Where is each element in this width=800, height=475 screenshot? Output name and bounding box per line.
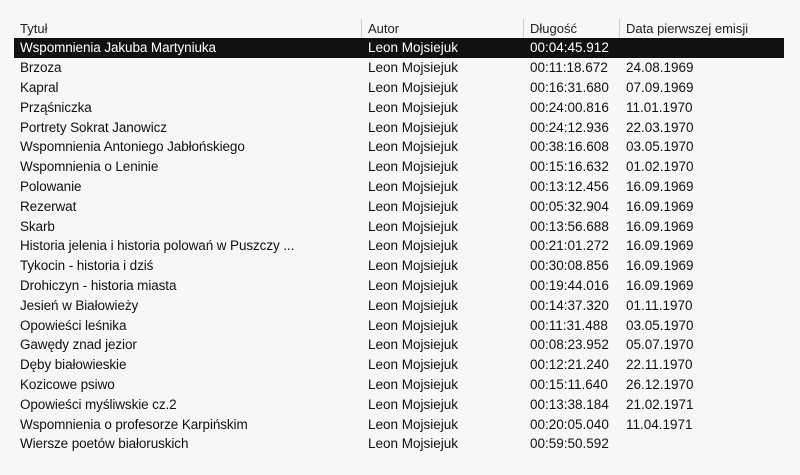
recording-duration: 00:15:16.632 [530,159,609,175]
table-row[interactable] [14,276,784,296]
table-row[interactable] [14,216,784,236]
first-broadcast-date: 11.01.1970 [626,99,693,115]
recording-duration: 00:30:08.856 [530,258,609,274]
first-broadcast-date: 03.05.1970 [626,139,694,155]
recording-title: Prząśniczka [20,99,92,115]
first-broadcast-date: 16.09.1969 [626,218,694,234]
recording-author: Leon Mojsiejuk [368,396,459,412]
table-row[interactable] [14,375,784,395]
recording-duration: 00:59:50.592 [530,436,609,452]
recording-author: Leon Mojsiejuk [368,436,459,452]
table-row[interactable] [14,355,784,375]
recording-title: Wspomnienia o Leninie [20,159,159,175]
table-row[interactable] [14,394,784,414]
first-broadcast-date: 16.09.1969 [626,198,694,214]
recording-duration: 00:21:01.272 [530,238,609,254]
recording-duration: 00:12:21.240 [530,357,609,373]
recording-title: Wspomnienia Antoniego Jabłońskiego [20,139,245,155]
recording-duration: 00:05:32.904 [530,198,609,214]
recording-author: Leon Mojsiejuk [368,79,459,95]
column-header-author[interactable]: Autor [362,19,524,38]
recording-duration: 00:20:05.040 [530,416,609,432]
recording-title: Jesień w Białowieży [20,297,139,313]
recording-author: Leon Mojsiejuk [368,376,459,392]
recording-duration: 00:13:38.184 [530,396,609,412]
recording-author: Leon Mojsiejuk [368,119,459,135]
table-row[interactable] [14,434,784,454]
table-row[interactable] [14,58,784,78]
table-row[interactable] [14,137,784,157]
recording-author: Leon Mojsiejuk [368,159,459,175]
recording-author: Leon Mojsiejuk [368,416,459,432]
recording-author: Leon Mojsiejuk [368,357,459,373]
recording-author: Leon Mojsiejuk [368,238,459,254]
table-body [14,38,784,454]
recording-title: Polowanie [20,178,82,194]
first-broadcast-date: 03.05.1970 [626,317,694,333]
first-broadcast-date: 24.08.1969 [626,60,694,76]
recording-author: Leon Mojsiejuk [368,258,459,274]
table-row[interactable] [14,256,784,276]
recording-author: Leon Mojsiejuk [368,139,459,155]
first-broadcast-date: 22.03.1970 [626,119,694,135]
recording-title: Wspomnienia Jakuba Martyniuka [20,40,216,56]
recording-title: Wiersze poetów białoruskich [20,436,189,452]
table-row[interactable] [14,335,784,355]
recordings-table [14,18,784,454]
recording-author: Leon Mojsiejuk [368,297,459,313]
recording-title: Dęby białowieskie [20,357,127,373]
table-row[interactable] [14,117,784,137]
recording-title: Drohiczyn - historia miasta [20,277,177,293]
column-header-first-broadcast-date[interactable]: Data pierwszej emisji [626,20,749,36]
recording-author: Leon Mojsiejuk [368,198,459,214]
recording-title: Kozicowe psiwo [20,376,115,392]
column-header-duration[interactable]: Długość [524,19,620,38]
recording-duration: 00:15:11.640 [530,376,608,392]
first-broadcast-date: 01.02.1970 [626,159,694,175]
recording-title: Portrety Sokrat Janowicz [20,119,167,135]
table-row[interactable] [14,157,784,177]
recording-title: Kapral [20,79,59,95]
first-broadcast-date: 01.11.1970 [626,297,693,313]
column-header-title[interactable]: Tytuł [14,19,362,38]
recording-duration: 00:11:31.488 [530,317,608,333]
first-broadcast-date: 21.02.1971 [626,396,694,412]
table-row[interactable] [14,196,784,216]
recording-author: Leon Mojsiejuk [368,277,459,293]
recording-duration: 00:13:12.456 [530,178,609,194]
first-broadcast-date: 07.09.1969 [626,79,694,95]
recording-title: Opowieści myśliwskie cz.2 [20,396,177,412]
recording-author: Leon Mojsiejuk [368,337,459,353]
first-broadcast-date: 26.12.1970 [626,376,694,392]
recording-title: Brzoza [20,60,62,76]
table-row[interactable] [14,414,784,434]
recording-author: Leon Mojsiejuk [368,178,459,194]
table-header [14,18,784,38]
first-broadcast-date: 16.09.1969 [626,258,694,274]
recording-duration: 00:24:12.936 [530,119,609,135]
recording-title: Skarb [20,218,55,234]
table-row[interactable] [14,78,784,98]
recording-duration: 00:08:23.952 [530,337,609,353]
table-row[interactable] [14,97,784,117]
first-broadcast-date: 16.09.1969 [626,178,694,194]
recording-title: Tykocin - historia i dziś [20,258,154,274]
recording-duration: 00:04:45.912 [530,40,609,56]
recording-author: Leon Mojsiejuk [368,317,459,333]
first-broadcast-date: 22.11.1970 [626,357,693,373]
first-broadcast-date: 11.04.1971 [626,416,693,432]
recording-duration: 00:14:37.320 [530,297,609,313]
recording-author: Leon Mojsiejuk [368,40,459,56]
first-broadcast-date: 16.09.1969 [626,238,694,254]
recording-duration: 00:11:18.672 [530,60,608,76]
table-row[interactable] [14,177,784,197]
first-broadcast-date: 16.09.1969 [626,277,694,293]
recording-duration: 00:16:31.680 [530,79,609,95]
recording-duration: 00:24:00.816 [530,99,609,115]
first-broadcast-date: 05.07.1970 [626,337,694,353]
recording-title: Wspomnienia o profesorze Karpińskim [20,416,248,432]
recording-author: Leon Mojsiejuk [368,60,459,76]
recording-duration: 00:19:44.016 [530,277,609,293]
table-row[interactable] [14,295,784,315]
recording-title: Historia jelenia i historia polowań w Puszczy ... [20,238,295,254]
table-row[interactable] [14,236,784,256]
table-row[interactable] [14,315,784,335]
table-row[interactable] [14,38,784,58]
recording-title: Opowieści leśnika [20,317,127,333]
recording-duration: 00:38:16.608 [530,139,609,155]
recording-author: Leon Mojsiejuk [368,218,459,234]
recording-title: Rezerwat [20,198,77,214]
recording-duration: 00:13:56.688 [530,218,609,234]
recording-author: Leon Mojsiejuk [368,99,459,115]
recording-title: Gawędy znad jezior [20,337,137,353]
